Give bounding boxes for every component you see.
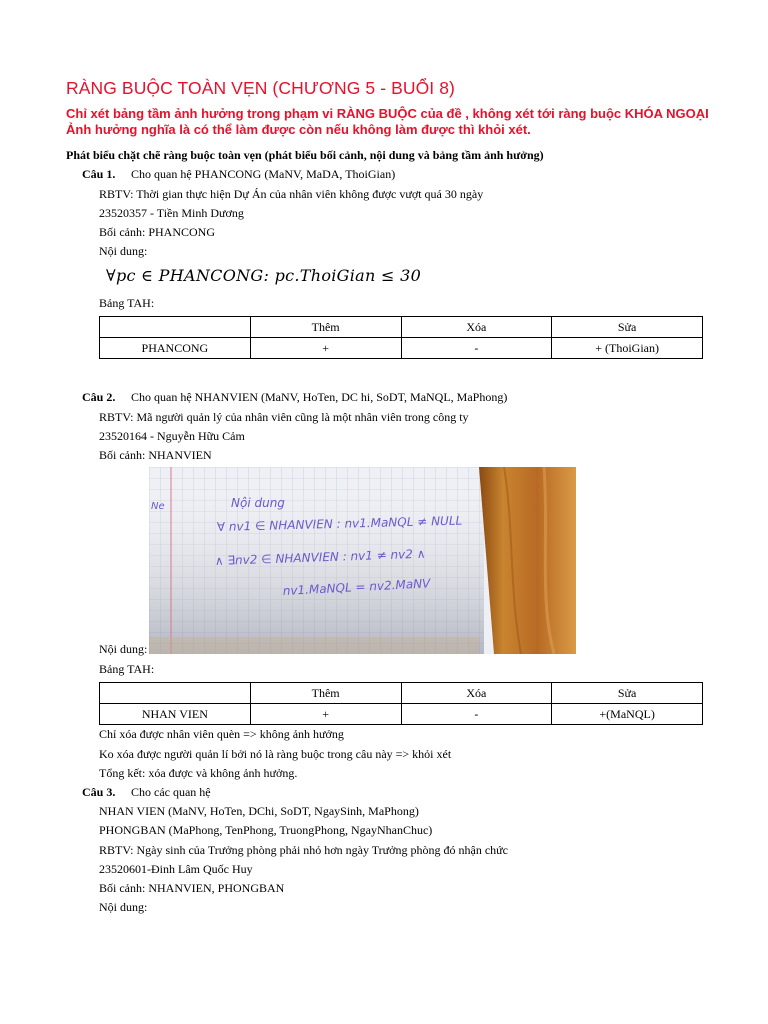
q2-context: Bối cảnh: NHANVIEN [99,448,212,462]
table-cell: + [250,338,401,359]
handwriting-line-1: Nội dung [231,496,285,510]
table-header-cell: Thêm [250,317,401,338]
q1-number: Câu 1. [82,167,116,181]
table-cell: PHANCONG [100,338,251,359]
q3-relation-1: NHAN VIEN (MaNV, HoTen, DChi, SoDT, NgaySinh, MaPhong) [99,804,419,818]
q1-tah-table [99,316,703,359]
table-cell: + (ThoiGian) [552,338,703,359]
table-header-cell: Xóa [401,317,552,338]
q2-note-2: Ko xóa được người quản lí bởi nó là ràng buộc trong câu này => khỏi xét [99,747,452,761]
table-header-cell: Sửa [552,317,703,338]
table-cell: +(MaNQL) [552,704,703,725]
q2-tah-table [99,682,703,725]
table-header-cell [100,683,251,704]
q3-context: Bối cảnh: NHANVIEN, PHONGBAN [99,881,285,895]
q2-rbtv: RBTV: Mã người quản lý của nhân viên cũng là một nhân viên trong công ty [99,410,469,424]
handwritten-photo [149,467,576,654]
q1-table-label: Bảng TAH: [99,296,155,310]
table-header-row [100,317,703,338]
handwriting-line-3: ∧ ∃nv2 ∈ NHANVIEN : nv1 ≠ nv2 ∧ [214,546,426,568]
table-row [100,704,703,725]
handwriting-line-4: nv1.MaNQL = nv2.MaNV [282,576,431,598]
table-header-cell: Xóa [401,683,552,704]
q1-relation: Cho quan hệ PHANCONG (MaNV, MaDA, ThoiGian) [131,167,396,181]
q3-number: Câu 3. [82,785,116,799]
note-line-2: Ảnh hưởng nghĩa là có thể làm được còn nếu không làm được thì khỏi xét. [66,122,531,137]
table-header-cell: Sửa [552,683,703,704]
document-title: RÀNG BUỘC TOÀN VẸN (CHƯƠNG 5 - BUỔI 8) [66,78,455,98]
instruction: Phát biểu chặt chẽ ràng buộc toàn vẹn (phát biểu bối cảnh, nội dung và bảng tầm ảnh hưởng) [66,148,544,162]
table-cell: - [401,704,552,725]
q3-content-label: Nội dung: [99,900,148,914]
table-cell: NHAN VIEN [100,704,251,725]
table-header-cell: Thêm [250,683,401,704]
q3-rbtv: RBTV: Ngày sinh của Trưởng phòng phải nhỏ hơn ngày Trưởng phòng đó nhận chức [99,843,508,857]
note-line-1: Chỉ xét bảng tầm ảnh hưởng trong phạm vi RÀNG BUỘC của đề , không xét tới ràng buộc KHÓA NGOẠI [66,106,709,121]
q1-formula: ∀pc ∈ PHANCONG: pc.ThoiGian ≤ 30 [106,266,422,285]
q3-relation-2: PHONGBAN (MaPhong, TenPhong, TruongPhong, NgayNhanChuc) [99,823,433,837]
table-cell: - [401,338,552,359]
q3-student: 23520601-Đinh Lâm Quốc Huy [99,862,253,876]
q2-table-label: Bảng TAH: [99,662,155,676]
q1-rbtv: RBTV: Thời gian thực hiện Dự Án của nhân viên không được vượt quá 30 ngày [99,187,484,201]
table-row [100,338,703,359]
q1-student: 23520357 - Tiền Minh Dương [99,206,244,220]
q2-student: 23520164 - Nguyễn Hữu Cảm [99,429,245,443]
q2-note-3: Tổng kết: xóa được và không ảnh hưởng. [99,766,298,780]
q1-context: Bối cảnh: PHANCONG [99,225,215,239]
q2-note-1: Chỉ xóa được nhân viên quèn => không ảnh hưởng [99,727,344,741]
handwriting-line-2: ∀ nv1 ∈ NHANVIEN : nv1.MaNQL ≠ NULL [216,513,463,534]
table-header-row [100,683,703,704]
q3-relation-intro: Cho các quan hệ [131,785,211,799]
q2-relation: Cho quan hệ NHANVIEN (MaNV, HoTen, DC hi, SoDT, MaNQL, MaPhong) [131,390,508,404]
q2-content-label: Nội dung: [99,642,148,656]
q2-number: Câu 2. [82,390,116,404]
margin-mark: Ne [151,501,165,512]
q1-content-label: Nội dung: [99,244,148,258]
table-header-cell [100,317,251,338]
table-cell: + [250,704,401,725]
